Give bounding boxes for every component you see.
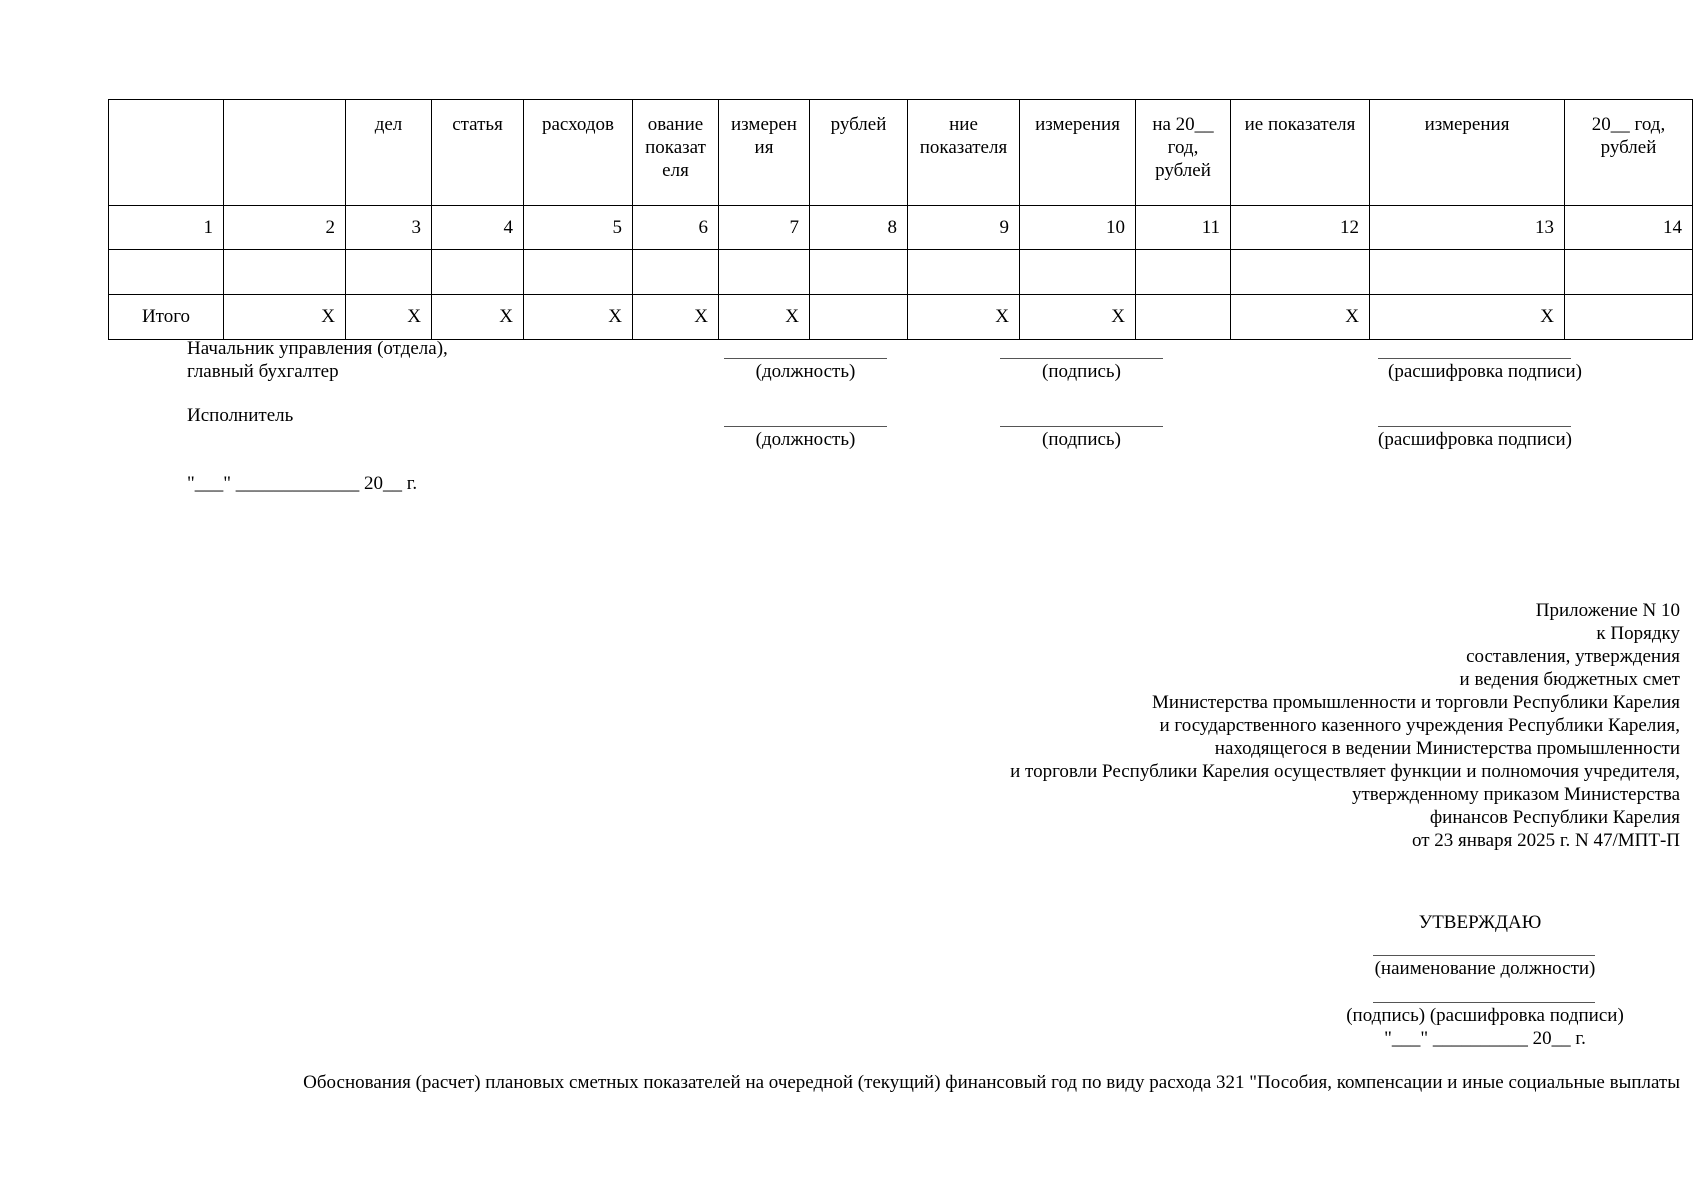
column-number: 5 — [524, 206, 633, 250]
appendix-line: к Порядку — [1596, 623, 1680, 644]
total-label: Итого — [109, 295, 224, 340]
total-cell — [1136, 295, 1231, 340]
table-cell — [346, 250, 432, 295]
appendix-line: и торговли Республики Карелия осуществляет функции и полномочия учредителя, — [1010, 761, 1680, 782]
header-cell: измерения — [1020, 100, 1136, 206]
appendix-line: составления, утверждения — [1466, 646, 1680, 667]
column-number: 13 — [1370, 206, 1565, 250]
signature-date: "___" _____________ 20__ г. — [187, 473, 418, 494]
table-cell — [1565, 250, 1693, 295]
header-cell: 20__ год, рублей — [1565, 100, 1693, 206]
total-cell: X — [719, 295, 810, 340]
executor-decoding-line — [1378, 426, 1571, 427]
total-cell: X — [524, 295, 633, 340]
signature-line — [1000, 358, 1163, 359]
header-cell: рублей — [810, 100, 908, 206]
header-cell: ние показателя — [908, 100, 1020, 206]
column-number: 10 — [1020, 206, 1136, 250]
total-cell: X — [224, 295, 346, 340]
column-number: 4 — [432, 206, 524, 250]
header-cell: статья — [432, 100, 524, 206]
approval-position-caption: (наименование должности) — [1374, 958, 1596, 979]
approval-position-line — [1373, 955, 1595, 956]
column-number: 1 — [109, 206, 224, 250]
table-header-row — [109, 100, 1693, 206]
executor-signature-caption: (подпись) — [1042, 429, 1121, 450]
header-cell: на 20__ год, рублей — [1136, 100, 1231, 206]
table-cell — [719, 250, 810, 295]
column-number: 6 — [633, 206, 719, 250]
total-cell — [810, 295, 908, 340]
header-cell: ование показат еля — [633, 100, 719, 206]
position-caption: (должность) — [755, 361, 856, 382]
header-cell: дел — [346, 100, 432, 206]
executor-signature-line — [1000, 426, 1163, 427]
table-cell — [524, 250, 633, 295]
total-cell — [1565, 295, 1693, 340]
executor-position-caption: (должность) — [755, 429, 856, 450]
total-cell: X — [1231, 295, 1370, 340]
appendix-line: находящегося в ведении Министерства промышленности — [1214, 738, 1680, 759]
table-cell — [908, 250, 1020, 295]
approval-sign-caption: (подпись) (расшифровка подписи) — [1346, 1005, 1624, 1026]
total-cell: X — [908, 295, 1020, 340]
table-cell — [224, 250, 346, 295]
table-cell — [432, 250, 524, 295]
total-cell: X — [633, 295, 719, 340]
head-title-line1: Начальник управления (отдела), — [187, 338, 448, 359]
total-row — [109, 295, 1693, 340]
decoding-caption: (расшифровка подписи) — [1388, 361, 1582, 382]
column-number: 14 — [1565, 206, 1693, 250]
appendix-line: Министерства промышленности и торговли Республики Карелия — [1152, 692, 1680, 713]
header-cell — [109, 100, 224, 206]
appendix-line: от 23 января 2025 г. N 47/МПТ-П — [1411, 830, 1680, 851]
table-row — [109, 250, 1693, 295]
executor-label: Исполнитель — [187, 405, 294, 426]
table-cell — [1020, 250, 1136, 295]
column-number: 12 — [1231, 206, 1370, 250]
column-number: 2 — [224, 206, 346, 250]
column-number: 9 — [908, 206, 1020, 250]
appendix-line: финансов Республики Карелия — [1429, 807, 1680, 828]
column-number: 7 — [719, 206, 810, 250]
table-cell — [633, 250, 719, 295]
header-cell: измерен ия — [719, 100, 810, 206]
document-title: Обоснования (расчет) плановых сметных показателей на очередной (текущий) финансовый год по виду расхода 321 "Пособия, компенсации и иные социальные выплаты — [303, 1072, 1680, 1093]
estimate-table — [108, 99, 1693, 340]
column-number-row — [109, 206, 1693, 250]
signature-caption: (подпись) — [1042, 361, 1121, 382]
appendix-line: утвержденному приказом Министерства — [1351, 784, 1680, 805]
appendix-line: и государственного казенного учреждения Республики Карелия, — [1159, 715, 1680, 736]
table-cell — [1136, 250, 1231, 295]
decoding-signature-line — [1378, 358, 1571, 359]
approval-signature-line — [1373, 1002, 1595, 1003]
table-cell — [109, 250, 224, 295]
appendix-line: Приложение N 10 — [1535, 600, 1680, 621]
total-cell: X — [432, 295, 524, 340]
header-cell: ие показателя — [1231, 100, 1370, 206]
column-number: 11 — [1136, 206, 1231, 250]
header-cell: расходов — [524, 100, 633, 206]
head-title-line2: главный бухгалтер — [187, 361, 339, 382]
appendix-line: и ведения бюджетных смет — [1459, 669, 1680, 690]
header-cell: измерения — [1370, 100, 1565, 206]
table-cell — [1231, 250, 1370, 295]
table-cell — [810, 250, 908, 295]
executor-decoding-caption: (расшифровка подписи) — [1378, 429, 1572, 450]
approval-title: УТВЕРЖДАЮ — [1418, 912, 1542, 933]
total-cell: X — [1370, 295, 1565, 340]
column-number: 3 — [346, 206, 432, 250]
table-cell — [1370, 250, 1565, 295]
header-cell — [224, 100, 346, 206]
executor-position-line — [724, 426, 887, 427]
total-cell: X — [346, 295, 432, 340]
column-number: 8 — [810, 206, 908, 250]
approval-date: "___" __________ 20__ г. — [1384, 1028, 1586, 1049]
position-signature-line — [724, 358, 887, 359]
total-cell: X — [1020, 295, 1136, 340]
